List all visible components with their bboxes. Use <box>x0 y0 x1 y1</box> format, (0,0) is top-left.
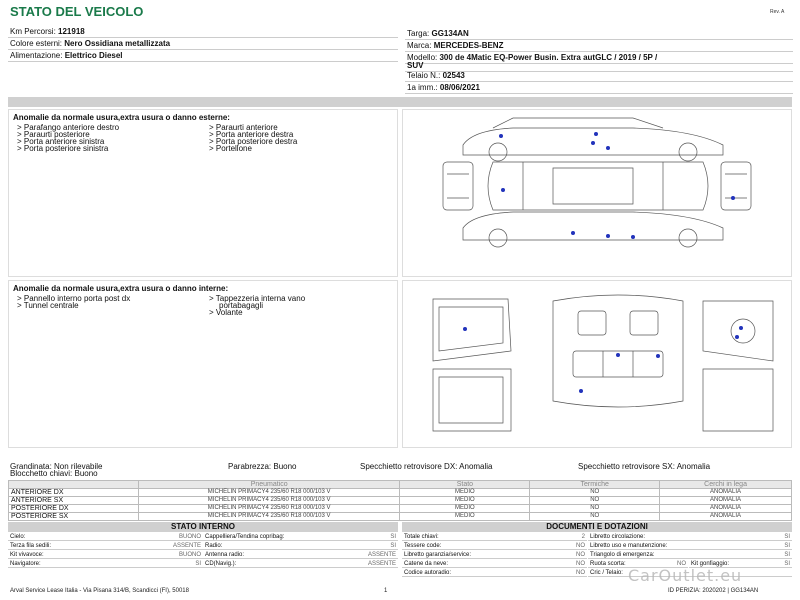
specchietto-sx-status: Specchietto retrovisore SX: Anomalia <box>578 462 711 471</box>
list-item: > Pannello interno porta post dx <box>17 294 131 303</box>
list-item: > Porta posteriore sinistra <box>17 144 109 153</box>
internal-damage-list-2 <box>209 295 305 316</box>
table-cell: MICHELIN PRIMACY4 235/60 R18 000/103 V <box>138 513 400 521</box>
list-item: > Tunnel centrale <box>17 301 79 310</box>
list-item: > Portellone <box>209 144 252 153</box>
list-item: portabagagli <box>219 301 264 310</box>
table-cell: NO <box>530 497 660 505</box>
documenti-item: Libretto uso e manutenzione: SI <box>590 543 790 549</box>
footer-page-number: 1 <box>384 588 388 594</box>
documenti-item: Libretto garanzia/service: NO <box>404 552 585 558</box>
documenti-item: Ruota scorta: NO <box>590 561 686 567</box>
list-item: > Paraurti anteriore <box>209 123 278 132</box>
stato-interno-item: Cappelliera/Tendina copribag: SI <box>205 534 396 540</box>
info-marca: Marca: MERCEDES-BENZ <box>405 40 793 52</box>
documenti-item: Libretto circolazione: SI <box>590 534 790 540</box>
table-cell: NO <box>530 513 660 521</box>
column-header: Cerchi in lega <box>660 481 792 489</box>
internal-damage-panel <box>8 280 398 448</box>
documenti-item: Triangolo di emergenza: SI <box>590 552 790 558</box>
internal-damage-list-1 <box>17 295 130 309</box>
table-row <box>9 489 792 497</box>
revision-label: Rev. A <box>770 9 785 15</box>
footer-doc-id: ID PERIZIA: 2020202 | GG134AN <box>668 588 759 594</box>
table-cell: ANOMALIA <box>660 497 792 505</box>
table-cell: ANOMALIA <box>660 489 792 497</box>
table-cell: POSTERIORE DX <box>9 505 139 513</box>
car-interior-icon <box>403 281 793 449</box>
documenti-item: Codice autoradio: NO <box>404 570 585 576</box>
external-car-diagram <box>402 109 792 277</box>
table-cell: MICHELIN PRIMACY4 235/60 R18 000/103 V <box>138 489 400 497</box>
table-cell: NO <box>530 505 660 513</box>
external-damage-list-1 <box>17 124 119 152</box>
specchietto-dx-status: Specchietto retrovisore DX: Anomalia <box>360 462 493 471</box>
table-cell: ANOMALIA <box>660 505 792 513</box>
stato-interno-item: Kit vivavoce: BUONO <box>10 552 201 558</box>
stato-interno-item: Navigatore: SI <box>10 561 201 567</box>
info-colore: Colore esterni: Nero Ossidiana metallizzata <box>8 38 398 50</box>
documenti-item: Cric / Telaio: <box>588 569 792 577</box>
info-targa: Targa: GG134AN <box>405 28 793 40</box>
internal-car-diagram <box>402 280 792 448</box>
stato-interno-item: CD(Navig.): ASSENTE <box>205 561 396 567</box>
grandinata-status: Grandinata: Non rilevabile <box>10 462 103 471</box>
page-title: STATO DEL VEICOLO <box>10 4 144 19</box>
tyres-table <box>8 480 792 521</box>
list-item: > Paraurti posteriore <box>17 130 90 139</box>
table-row <box>9 497 792 505</box>
list-item: > Parafango anteriore destro <box>17 123 120 132</box>
footer-company: Arval Service Lease Italia - Via Pisana 314/B, Scandicci (FI), 50018 <box>10 588 189 594</box>
section-divider <box>8 97 792 107</box>
external-damage-panel <box>8 109 398 277</box>
table-row <box>9 505 792 513</box>
stato-interno-title: STATO INTERNO <box>8 522 398 532</box>
table-cell: POSTERIORE SX <box>9 513 139 521</box>
external-damage-list-2 <box>209 124 297 152</box>
list-item: > Porta anteriore destra <box>209 130 294 139</box>
stato-interno-item: Cielo: BUONO <box>10 534 201 540</box>
table-cell: MEDIO <box>400 489 530 497</box>
table-cell: ANTERIORE SX <box>9 497 139 505</box>
column-header: Termiche <box>530 481 660 489</box>
documenti-item: Catene da neve: NO <box>404 561 585 567</box>
table-cell: MICHELIN PRIMACY4 235/60 R18 000/103 V <box>138 505 400 513</box>
table-cell: ANTERIORE DX <box>9 489 139 497</box>
stato-interno-item: Radio: SI <box>205 543 396 549</box>
table-row <box>9 513 792 521</box>
documenti-item: Tessere code: NO <box>404 543 585 549</box>
table-cell: MEDIO <box>400 497 530 505</box>
blocchetto-status: Blocchetto chiavi: Buono <box>10 469 98 478</box>
list-item: > Porta anteriore sinistra <box>17 137 105 146</box>
list-item: > Tappezzeria interna vano <box>209 294 306 303</box>
documenti-title: DOCUMENTI E DOTAZIONI <box>402 522 792 532</box>
table-cell: NO <box>530 489 660 497</box>
documenti-item: Totale chiavi: 2 <box>404 534 585 540</box>
info-km: Km Percorsi: 121918 <box>8 26 398 38</box>
info-alimentazione: Alimentazione: Elettrico Diesel <box>8 50 398 62</box>
column-header: Pneumatico <box>138 481 400 489</box>
info-immatricolazione: 1a imm.: 08/06/2021 <box>405 82 793 94</box>
parabrezza-status: Parabrezza: Buono <box>228 462 297 471</box>
table-cell: MEDIO <box>400 513 530 521</box>
column-header: Stato <box>400 481 530 489</box>
column-header <box>9 481 139 489</box>
info-modello-cont: SUV <box>405 60 793 72</box>
list-item: > Volante <box>209 308 243 317</box>
stato-interno-item: Terza fila sedili: ASSENTE <box>10 543 201 549</box>
car-exterior-icon <box>403 110 793 278</box>
table-cell: ANOMALIA <box>660 513 792 521</box>
watermark-logo: CarOutlet.eu <box>628 566 743 585</box>
internal-damage-title: Anomalie da normale usura,extra usura o danno interne: <box>13 284 229 293</box>
table-cell: MEDIO <box>400 505 530 513</box>
info-modello: Modello: 300 de 4Matic EQ-Power Busin. Extra autGLC / 2019 / 5P / <box>405 52 793 64</box>
stato-interno-item: Antenna radio: ASSENTE <box>205 552 396 558</box>
external-damage-title: Anomalie da normale usura,extra usura o danno esterne: <box>13 113 230 122</box>
info-telaio: Telaio N.: 02543 <box>405 70 793 82</box>
table-header-row <box>9 481 792 489</box>
list-item: > Porta posteriore destra <box>209 137 298 146</box>
documenti-item: Kit gonfiaggio: SI <box>691 561 790 567</box>
table-cell: MICHELIN PRIMACY4 235/60 R18 000/103 V <box>138 497 400 505</box>
